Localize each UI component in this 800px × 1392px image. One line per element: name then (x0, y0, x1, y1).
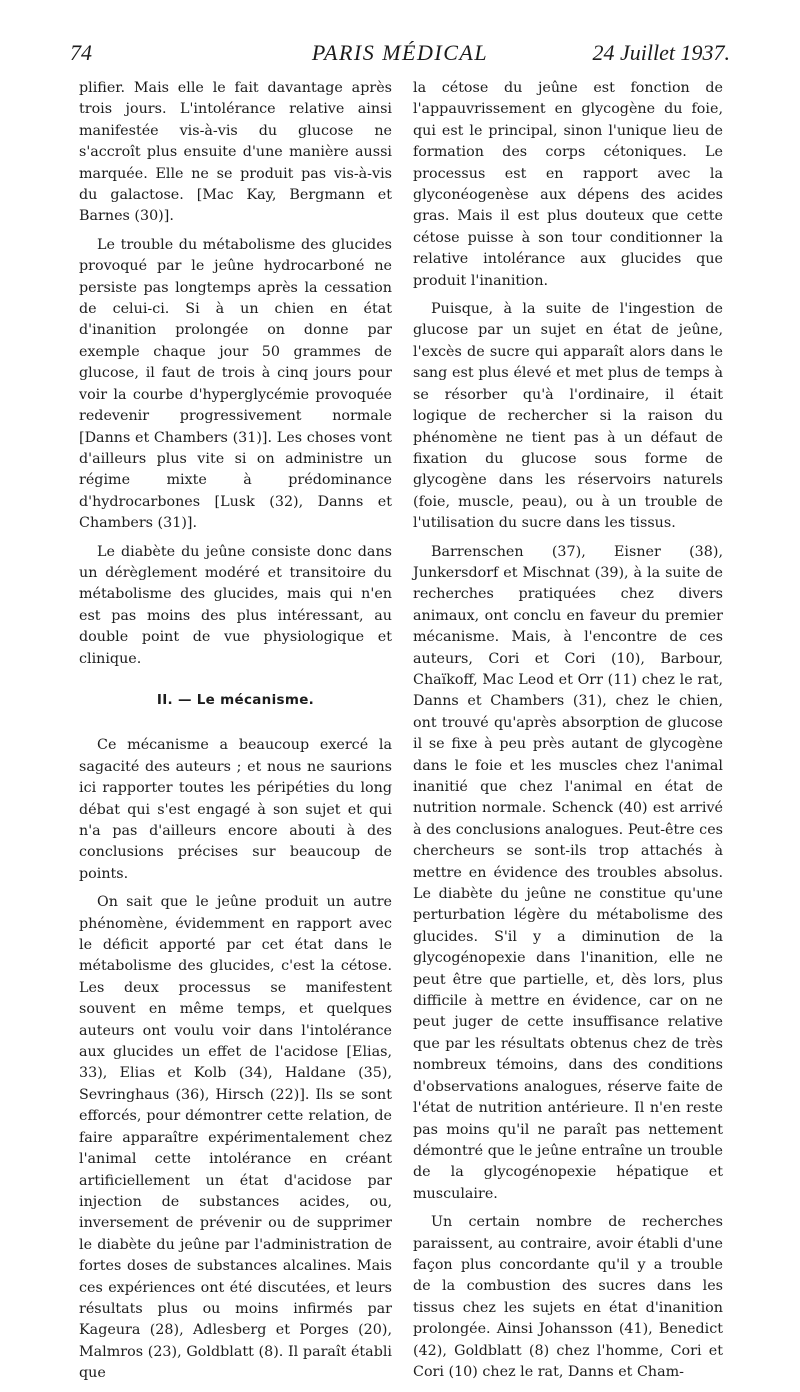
section-heading: II. — Le mécanisme. (156, 691, 315, 708)
journal-title: PARIS MÉDICAL (311, 40, 489, 65)
paragraph: Ce mécanisme a beaucoup exercé la sagacité des auteurs ; et nous ne saurions ici rapporter toutes les péripéties du long débat qui s'est engagé à son sujet et qui n'a pas d'ailleurs encore abouti à des conclusions précises sur beaucoup de points. (79, 737, 392, 882)
paragraph: Un certain nombre de recherches paraissent, au contraire, avoir établi d'une façon plus concordante qu'il y a trouble de la combustion des sucres dans les tissus chez les sujets en état d'inanition prolongée. Ainsi Johansson (41), Benedict (42), Goldblatt (8) chez l'homme, Cori et Cori (10) chez le rat, Danns et Cham- (413, 1214, 723, 1380)
paragraph: la cétose du jeûne est fonction de l'appauvrissement en glycogène du foie, qui est le principal, sinon l'unique lieu de formation des corps cétoniques. Le processus est en rapport avec la glyconéogenèse aux dépens des acides gras. Mais il est plus douteux que cette cétose puisse à son tour conditionner la relative intolérance aux glucides que produit l'inanition. (413, 80, 723, 289)
page-number: 74 (70, 40, 92, 65)
paragraph: On sait que le jeûne produit un autre phénomène, évidemment en rapport avec le déficit apporté par cet état dans le métabolisme des glucides, c'est la cétose. Les deux processus se manifestent souvent en même temps, et quelques auteurs ont voulu voir dans l'intolérance aux glucides un effet de l'acidose [Elias, 33), Elias et Kolb (34), Haldane (35), Sevringhaus (36), Hirsch (22)]. Ils se sont efforcés, pour démontrer cette relation, de faire apparaître expérimentalement chez l'animal cette intolérance en créant artificiellement un état d'acidose par injection de substances acides, ou, inversement de prévenir ou de supprimer le diabète du jeûne par l'administration de fortes doses de substances alcalines. Mais ces expériences ont été discutées, et leurs résultats plus ou moins infirmés par Kageura (28), Adlesberg et Porges (20), Malmros (23), Goldblatt (8). Il paraît établi que (79, 894, 392, 1382)
paragraph: Barrenschen (37), Eisner (38), Junkersdorf et Mischnat (39), à la suite de recherches pratiquées chez divers animaux, ont conclu en faveur du premier mécanisme. Mais, à l'encontre de ces auteurs, Cori et Cori (10), Barbour, Chaïkoff, Mac Leod et Orr (11) chez le rat, Danns et Chambers (31), chez le chien, ont trouvé qu'après absorption de glucose il se fixe à peu près autant de glycogène dans le foie et les muscles chez l'animal inanitié que chez l'animal en état de nutrition normale. Schenck (40) est arrivé à des conclusions analogues. Peut-être ces chercheurs se sont-ils trop attachés à mettre en évidence des troubles absolus. Le diabète du jeûne ne constitue qu'une perturbation légère du métabolisme des glucides. S'il y a diminution de la glycogénopexie dans l'inanition, elle ne peut être que partielle, et, dès lors, plus difficile à mettre en évidence, car on ne peut juger de cette insuffisance relative que par les résultats obtenus chez de très nombreux témoins, dans des conditions d'observations analogues, réserve faite de l'état de nutrition antérieure. Il n'en reste pas moins qu'il ne paraît pas nettement démontré que le jeûne entraîne un trouble de la glycogénopexie hépatique et musculaire. (413, 543, 723, 1202)
issue-date: 24 Juillet 1937. (592, 40, 730, 65)
paragraph: Le trouble du métabolisme des glucides provoqué par le jeûne hydrocarboné ne persiste pas longtemps après la cessation de celui-ci. Si à un chien en état d'inanition prolongée on donne par exemple chaque jour 50 grammes de glucose, il faut de trois à cinq jours pour voir la courbe d'hyperglycémie provoquée redevenir progressivement normale [Danns et Chambers (31)]. Les choses vont d'ailleurs plus vite si on administre un régime mixte à prédominance d'hydrocarbones [Lusk (32), Danns et Chambers (31)]. (79, 236, 392, 532)
left-column (79, 78, 392, 1392)
paragraph: Puisque, à la suite de l'ingestion de glucose par un sujet en état de jeûne, l'excès de sucre qui apparaît alors dans le sang est plus élevé et met plus de temps à se résorber qu'à l'ordinaire, il était logique de rechercher si la raison du phénomène ne tient pas à un défaut de fixation du glucose sous forme de glycogène dans les réservoirs naturels (foie, muscle, peau), ou à un trouble de l'utilisation du sucre dans les tissus. (413, 301, 723, 532)
right-column (413, 78, 723, 1390)
running-header (70, 40, 730, 72)
paragraph: Le diabète du jeûne consiste donc dans un dérèglement modéré et transitoire du métabolisme des glucides, mais qui n'en est pas moins des plus intéressant, au double point de vue physiologique et clinique. (79, 543, 392, 667)
paragraph: plifier. Mais elle le fait davantage après trois jours. L'intolérance relative ainsi manifestée vis-à-vis du glucose ne s'accroît plus ensuite d'une manière aussi marquée. Elle ne se produit pas vis-à-vis du galactose. [Mac Kay, Bergmann et Barnes (30)]. (79, 80, 392, 225)
